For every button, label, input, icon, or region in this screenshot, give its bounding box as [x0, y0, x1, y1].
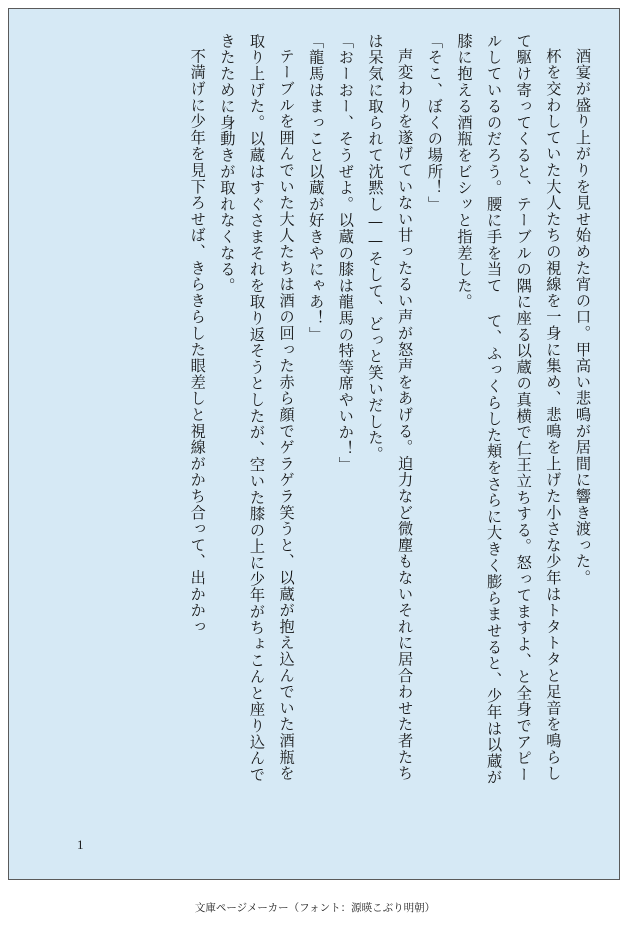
vertical-text-body	[57, 33, 597, 793]
paragraph: 不満げに少年を見下ろせば、きらきらした眼差しと視線がかち合って、出かかっ	[188, 48, 207, 635]
paragraph: 酒宴が盛り上がりを見せ始めた宵の口。甲高い悲鳴が居間に響き渡った。	[574, 48, 592, 587]
paragraph: 声変わりを遂げていない甘ったるい声が怒声をあげる。迫力など微塵もないそれに居合わせた者たちは呆気に取られて沈黙し——そして、どっと笑いだした。	[366, 33, 415, 782]
paragraph: 「龍馬はまっこと以蔵が好きやにゃあ！」	[307, 33, 326, 343]
paragraph: 「そこ、ぼくの場所！」	[425, 33, 444, 213]
page-number: 1	[77, 837, 84, 852]
paragraph: 「おーおー、そうぜよ。以蔵の膝は龍馬の特等席やいか！」	[336, 33, 355, 474]
paragraph: 杯を交わしていた大人たちの視線を一身に集め、悲鳴を上げた小さな少年はトタトタと足音を鳴らして駆け寄ってくると、テーブルの隅に座る以蔵の真横で仁王立ちする。怒ってますよ、と全身でアピールしているのだろう。腰に手を当て て、ふっくらした頬をさらに大きく膨らませると、少年は以蔵が膝に抱える酒瓶をビシッと指差した。	[455, 33, 563, 786]
paragraph: テーブルを囲んでいた大人たちは酒の回った赤ら顔でゲラゲラ笑うと、以蔵が抱え込んでいた酒瓶を取り上げた。以蔵はすぐさまそれを取り返そうとしたが、空いた膝の上に少年がちょこんと座り込んできたために身動きが取れなくなる。	[218, 33, 296, 783]
footer-credit: 文庫ページメーカー（フォント：源暎こぶり明朝）	[194, 902, 436, 914]
book-page-sheet	[8, 8, 620, 880]
